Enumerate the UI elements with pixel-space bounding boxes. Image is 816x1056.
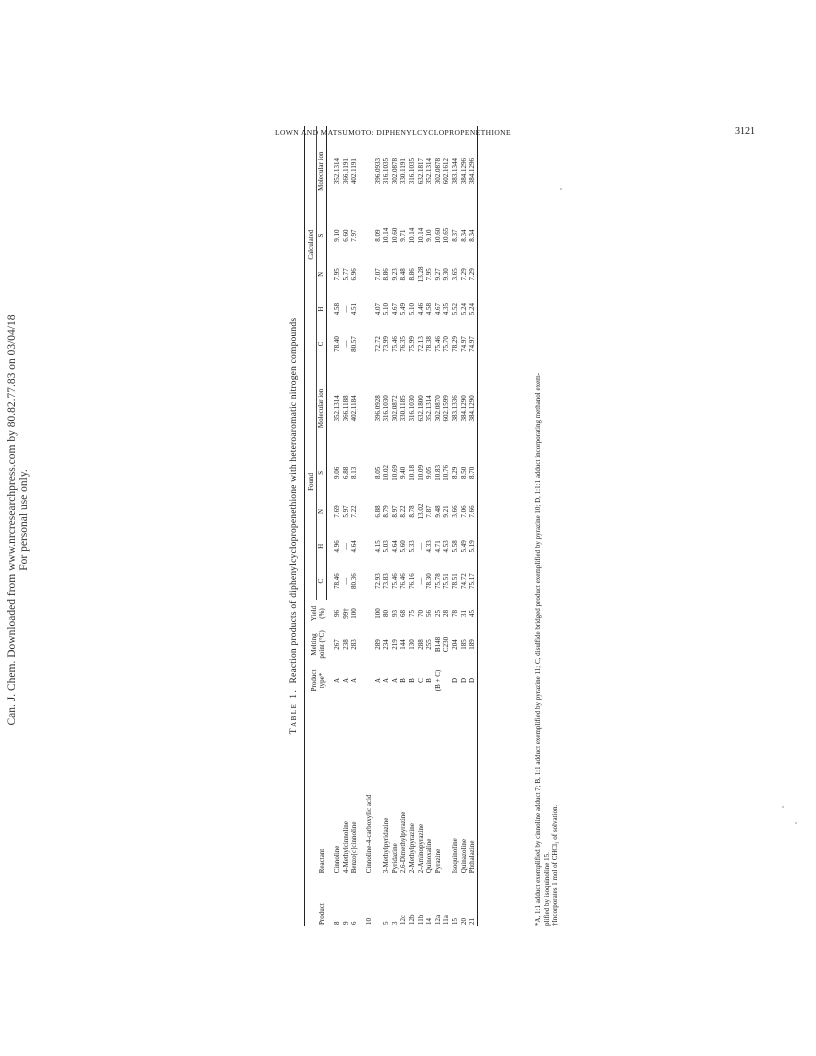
cell-product: 11b xyxy=(416,914,425,925)
cell-calc-h: 4.51 xyxy=(350,303,359,316)
cell-found-molecular-ion: 396.0928 xyxy=(373,395,382,422)
cell-found-molecular-ion: 302.0870 xyxy=(433,395,442,422)
cell-product: 14 xyxy=(425,918,434,925)
cell-calc-molecular-ion: 383.1344 xyxy=(450,158,459,185)
cell-calc-s: 8.09 xyxy=(373,229,382,242)
cell-found-molecular-ion: 302.0872 xyxy=(390,395,399,422)
cell-found-h: 4.64 xyxy=(350,540,359,553)
cell-melting-point: 267 xyxy=(333,639,342,650)
cell-melting-point: 219 xyxy=(390,639,399,650)
cell-found-n xyxy=(365,492,374,531)
cell-yield: 100 xyxy=(373,608,382,619)
cell-calc-c: 75.99 xyxy=(407,336,416,352)
cell-product xyxy=(374,874,383,926)
cell-calc-n: 7.95 xyxy=(333,268,342,281)
cell-product: 5 xyxy=(382,921,391,925)
cell-found-c: — xyxy=(416,577,425,585)
cell-found-molecular-ion xyxy=(365,363,374,453)
cell-found-s: 10.83 xyxy=(433,465,442,481)
cell-melting-point: 189 xyxy=(468,626,477,662)
cell-product: 20 xyxy=(459,918,468,925)
table-row xyxy=(342,126,351,926)
cell-calc-s: 8.37 xyxy=(450,229,459,242)
cell-calc-molecular-ion: 352.1314 xyxy=(333,158,342,185)
cell-found-h: 4.15 xyxy=(373,540,382,553)
cell-product: 11a xyxy=(442,915,451,925)
cell-product: 6 xyxy=(350,921,359,925)
col-header-calc-s: S xyxy=(316,216,327,255)
cell-found-s xyxy=(365,454,374,493)
cell-found-n: 8.78 xyxy=(407,505,416,518)
col-header-reactant: Reactant xyxy=(305,698,327,874)
watermark-line-1: Can. J. Chem. Downloaded from www.nrcresearchpress.com by 80.82.77.83 on 03/04/18 xyxy=(6,314,18,726)
cell-found-n: 9.21 xyxy=(442,505,451,518)
cell-found-c: 73.83 xyxy=(382,573,391,590)
cell-found-s: 8.50 xyxy=(459,466,468,479)
cell-found-c: 78.46 xyxy=(333,573,342,590)
cell-found-molecular-ion: 632.1800 xyxy=(416,395,425,422)
cell-found-n: 8.79 xyxy=(382,505,391,518)
cell-yield: 96 xyxy=(333,609,342,617)
cell-product: 10 xyxy=(364,918,373,925)
cell-calc-h: 5.24 xyxy=(468,294,477,325)
cell-product-type: A xyxy=(333,677,342,684)
cell-calc-c: 72.72 xyxy=(373,336,382,352)
footnote-2: plified by isoquinoline 15. xyxy=(542,852,551,926)
col-header-found-s: S xyxy=(316,454,327,493)
cell-found-c: 75.17 xyxy=(468,562,477,601)
table-row xyxy=(382,126,391,926)
cell-product: 9 xyxy=(341,921,350,925)
cell-calc-h: 4.67 xyxy=(390,303,399,316)
cell-calc-s: 10.14 xyxy=(416,227,425,244)
col-group-found: Found xyxy=(305,363,317,600)
cell-yield: 31 xyxy=(459,609,468,617)
cell-calc-s: 8.34 xyxy=(459,229,468,242)
cell-calc-c: 78.38 xyxy=(425,336,434,352)
cell-calc-molecular-ion: 384.1296 xyxy=(459,158,468,185)
cell-found-c: 74.72 xyxy=(459,573,468,590)
cell-yield: 45 xyxy=(468,600,477,626)
cell-calc-s: 10.14 xyxy=(407,227,416,244)
cell-found-s: 10.69 xyxy=(390,465,399,481)
table-row xyxy=(333,126,342,926)
table-row xyxy=(417,126,426,926)
cell-calc-molecular-ion: 316.1035 xyxy=(407,158,416,185)
cell-calc-c: 76.35 xyxy=(399,336,408,352)
cell-found-molecular-ion: 316.1030 xyxy=(407,395,416,422)
cell-yield: 70 xyxy=(416,609,425,617)
cell-product: 21 xyxy=(468,874,477,926)
scan-speck xyxy=(795,822,797,824)
cell-calc-n: 13.28 xyxy=(416,266,425,283)
cell-calc-h: 4.58 xyxy=(333,303,342,316)
cell-found-s: 8.13 xyxy=(350,466,359,479)
cell-reactant: Cinnoline xyxy=(333,845,342,874)
cell-yield: 68 xyxy=(399,609,408,617)
col-header-product-type: Product type* xyxy=(305,662,327,698)
cell-calc-n: 6.96 xyxy=(350,268,359,281)
cell-yield xyxy=(365,600,374,626)
cell-calc-s: 10.60 xyxy=(433,227,442,244)
table-row xyxy=(442,126,451,926)
cell-product: 8 xyxy=(333,921,342,925)
cell-product: 15 xyxy=(450,918,459,925)
table-row xyxy=(468,126,477,926)
cell-calc-molecular-ion: 402.1191 xyxy=(350,158,359,185)
table-row xyxy=(408,126,417,926)
cell-yield: 25 xyxy=(433,609,442,617)
col-header-found-n: N xyxy=(316,492,327,531)
table-row xyxy=(425,126,434,926)
cell-melting-point xyxy=(365,626,374,662)
cell-calc-s xyxy=(365,216,374,255)
cell-found-molecular-ion: 402.1184 xyxy=(350,395,359,422)
cell-product-type: C xyxy=(416,678,425,683)
cell-found-n: 6.88 xyxy=(373,505,382,518)
cell-found-s: 9.06 xyxy=(333,466,342,479)
cell-product: 12c xyxy=(399,914,408,925)
cell-found-molecular-ion: 352.1314 xyxy=(425,395,434,422)
cell-calc-h xyxy=(365,294,374,325)
cell-calc-c: 75.46 xyxy=(433,336,442,352)
cell-found-s: 8.05 xyxy=(373,466,382,479)
cell-found-s: 10.02 xyxy=(382,465,391,481)
cell-found-molecular-ion: 383.1336 xyxy=(450,395,459,422)
col-header-product: Product xyxy=(305,874,327,926)
cell-found-molecular-ion: 366.1188 xyxy=(341,395,350,422)
cell-found-h: 4.96 xyxy=(333,540,342,553)
table-body xyxy=(327,126,478,926)
cell-found-s: 9.05 xyxy=(425,466,434,479)
table-row xyxy=(391,126,400,926)
data-table xyxy=(304,126,478,926)
cell-calc-n: 5.77 xyxy=(341,268,350,281)
cell-yield: 93 xyxy=(390,609,399,617)
cell-melting-point: C230 xyxy=(442,636,451,653)
cell-calc-n: 7.29 xyxy=(468,255,477,294)
cell-found-h: 4.64 xyxy=(390,540,399,553)
cell-found-c: — xyxy=(341,577,350,585)
cell-found-molecular-ion: 384.1290 xyxy=(468,363,477,453)
cell-calc-c: 72.13 xyxy=(416,336,425,352)
cell-calc-c: 80.57 xyxy=(350,336,359,352)
cell-found-s: 6.88 xyxy=(341,466,350,479)
col-group-calculated: Calculated xyxy=(305,126,317,363)
cell-calc-h: 5.10 xyxy=(407,303,416,316)
cell-reactant: Pyrazine xyxy=(433,848,442,874)
table-row xyxy=(365,126,374,926)
cell-product-type: D xyxy=(468,662,477,698)
cell-melting-point: 234 xyxy=(382,639,391,650)
footnote-3: †Incorporates 1 mol of CHCl₃ of solvation. xyxy=(551,804,559,926)
cell-reactant: 2-Methylpyrazine xyxy=(407,823,416,874)
cell-calc-molecular-ion: 632.1817 xyxy=(416,158,425,185)
cell-found-h: — xyxy=(341,542,350,550)
col-header-calc-mi: Molecular ion xyxy=(316,126,327,216)
cell-found-molecular-ion: 352.1314 xyxy=(333,395,342,422)
cell-calc-c: 75.70 xyxy=(442,336,451,352)
cell-calc-s: 9.71 xyxy=(399,229,408,242)
cell-calc-n: 8.48 xyxy=(399,268,408,281)
cell-calc-n: 9.30 xyxy=(442,268,451,281)
col-header-found-c: C xyxy=(316,562,327,601)
cell-found-n: 7.66 xyxy=(468,492,477,531)
cell-found-n: 7.87 xyxy=(425,505,434,518)
table-row xyxy=(350,126,359,926)
cell-found-h: 4.53 xyxy=(442,540,451,553)
table-row xyxy=(434,126,443,926)
cell-found-h: 4.71 xyxy=(433,540,442,553)
cell-found-n: 9.48 xyxy=(433,505,442,518)
cell-found-h: 5.33 xyxy=(407,540,416,553)
cell-melting-point: 238 xyxy=(341,639,350,650)
cell-found-c: 75.46 xyxy=(390,573,399,590)
cell-found-s: 10.18 xyxy=(407,465,416,481)
cell-melting-point: 204 xyxy=(450,639,459,650)
cell-melting-point: 283 xyxy=(350,639,359,650)
cell-found-n: 13.02 xyxy=(416,503,425,520)
cell-product-type: B xyxy=(407,678,416,683)
cell-yield: 28 xyxy=(442,609,451,617)
cell-product: 3 xyxy=(390,921,399,925)
col-header-calc-h: H xyxy=(316,294,327,325)
cell-melting-point: 288 xyxy=(416,639,425,650)
cell-calc-molecular-ion: 366.1191 xyxy=(341,158,350,185)
scan-speck xyxy=(560,188,562,190)
cell-calc-s: 7.97 xyxy=(350,229,359,242)
col-header-calc-n: N xyxy=(316,255,327,294)
cell-found-c: 75.78 xyxy=(433,573,442,590)
cell-product: 12b xyxy=(407,914,416,925)
table-label: Table 1. xyxy=(289,688,299,735)
cell-calc-h: 5.52 xyxy=(450,303,459,316)
cell-calc-molecular-ion: 602.1612 xyxy=(442,158,451,185)
cell-calc-s: 10.14 xyxy=(382,227,391,244)
rotated-table-block xyxy=(290,126,580,926)
cell-yield: 99† xyxy=(341,608,350,619)
cell-reactant xyxy=(442,698,451,874)
cell-product-type xyxy=(365,662,374,698)
cell-found-n: 7.06 xyxy=(459,505,468,518)
cell-product-type: D xyxy=(459,677,468,684)
cell-calc-s: 6.60 xyxy=(341,229,350,242)
cell-found-c: 78.30 xyxy=(425,573,434,590)
col-header-found-h: H xyxy=(316,531,327,562)
cell-calc-h: 4.35 xyxy=(442,303,451,316)
cell-product-type: (B + C) xyxy=(433,669,442,692)
cell-product-type: A xyxy=(373,677,382,684)
cell-melting-point: 289 xyxy=(373,639,382,650)
cell-product-type: A xyxy=(390,677,399,684)
cell-found-s: 9.40 xyxy=(399,466,408,479)
cell-yield: 56 xyxy=(425,609,434,617)
table-row xyxy=(374,126,383,926)
cell-calc-n: 9.27 xyxy=(433,268,442,281)
cell-calc-h: 5.24 xyxy=(459,303,468,316)
table-footnotes xyxy=(534,126,560,926)
cell-found-s: 10.09 xyxy=(416,465,425,481)
cell-found-molecular-ion: 330.1185 xyxy=(399,395,408,422)
cell-calc-c: 78.40 xyxy=(333,336,342,352)
cell-calc-n xyxy=(365,255,374,294)
table-row xyxy=(451,126,460,926)
cell-found-h: 5.60 xyxy=(399,540,408,553)
cell-found-molecular-ion: 602.1599 xyxy=(442,395,451,422)
table-row xyxy=(399,126,408,926)
cell-calc-molecular-ion: 316.1035 xyxy=(382,158,391,185)
cell-found-s: 8.29 xyxy=(450,466,459,479)
cell-found-molecular-ion: 316.1030 xyxy=(382,395,391,422)
cell-found-h xyxy=(365,531,374,562)
cell-found-c: 76.46 xyxy=(399,573,408,590)
cell-product-type: A xyxy=(341,677,350,684)
cell-reactant: 4-Methylcinnoline xyxy=(341,821,350,874)
cell-calc-c: 78.29 xyxy=(450,336,459,352)
cell-calc-s: 9.10 xyxy=(425,229,434,242)
footnote-1: *A, 1:1 adduct exemplified by cinnoline adduct 7; B, 1:1 adduct exemplified by pyrazine 11; C, disulfide bridged product exemplified by pyrazine 10; D, 1:1:1 adduct incorporating methanol exem- xyxy=(534,373,542,926)
cell-product-type: D xyxy=(450,677,459,684)
cell-yield: 75 xyxy=(407,609,416,617)
cell-found-n: 8.22 xyxy=(399,505,408,518)
cell-calc-c: 75.46 xyxy=(390,336,399,352)
cell-calc-molecular-ion: 396.0933 xyxy=(373,158,382,185)
cell-calc-n: 8.86 xyxy=(407,268,416,281)
cell-calc-n: 7.95 xyxy=(425,268,434,281)
cell-calc-molecular-ion xyxy=(365,126,374,216)
cell-calc-h: — xyxy=(341,305,350,313)
watermark-line-2: For personal use only. xyxy=(18,469,30,571)
cell-reactant xyxy=(374,698,383,874)
cell-found-h: 5.58 xyxy=(450,540,459,553)
col-header-melting-point: Melting point (°C) xyxy=(305,626,327,662)
scan-speck xyxy=(782,806,784,808)
table-caption: Reaction products of diphenylcyclopropenethione with heteroaromatic nitrogen compounds xyxy=(289,317,299,684)
cell-calc-h: 5.10 xyxy=(382,303,391,316)
cell-calc-c xyxy=(365,325,374,364)
cell-product-type: A xyxy=(382,677,391,684)
cell-calc-s: 8.34 xyxy=(468,216,477,255)
cell-found-s: 8.70 xyxy=(468,454,477,493)
cell-calc-c: 73.99 xyxy=(382,336,391,352)
cell-found-h: — xyxy=(416,542,425,550)
cell-product-type: B xyxy=(425,678,434,683)
cell-calc-s: 9.10 xyxy=(333,229,342,242)
page-number: 3121 xyxy=(735,126,755,137)
cell-calc-molecular-ion: 302.0878 xyxy=(433,158,442,185)
cell-reactant: 2,6-Dimethylpyrazine xyxy=(399,811,408,874)
cell-reactant: Benzo[c]cinnoline xyxy=(350,821,359,874)
cell-product: 12a xyxy=(433,914,442,925)
cell-found-c: 75.51 xyxy=(442,573,451,590)
cell-calc-h: 4.67 xyxy=(433,303,442,316)
cell-calc-s: 10.60 xyxy=(390,227,399,244)
cell-product-type xyxy=(442,662,451,698)
cell-melting-point: 144 xyxy=(399,639,408,650)
cell-reactant: Pyridazine xyxy=(390,843,399,874)
table-row xyxy=(460,126,469,926)
cell-yield: 80 xyxy=(382,609,391,617)
cell-reactant: Phthalazine xyxy=(468,698,477,874)
cell-found-n: 3.66 xyxy=(450,505,459,518)
cell-yield: 100 xyxy=(350,608,359,619)
cell-melting-point: 130 xyxy=(407,639,416,650)
cell-reactant: Cinnoline-4-carboxylic acid xyxy=(364,794,373,874)
cell-melting-point: 255 xyxy=(425,639,434,650)
cell-found-c: 80.36 xyxy=(350,573,359,590)
cell-yield: 78 xyxy=(450,609,459,617)
cell-calc-molecular-ion: 330.1191 xyxy=(399,158,408,185)
table-title xyxy=(290,126,299,926)
cell-reactant: Quinoxaline xyxy=(425,838,434,874)
cell-calc-s: 10.65 xyxy=(442,227,451,244)
cell-reactant: 3-Methylpyridazine xyxy=(382,817,391,874)
cell-calc-h: 4.58 xyxy=(425,303,434,316)
col-header-calc-c: C xyxy=(316,325,327,364)
cell-found-h: 4.33 xyxy=(425,540,434,553)
cell-found-h: 5.49 xyxy=(459,540,468,553)
cell-found-c: 72.93 xyxy=(373,573,382,590)
cell-calc-h: 4.07 xyxy=(373,303,382,316)
cell-melting-point: B148 xyxy=(433,636,442,653)
cell-calc-n: 8.86 xyxy=(382,268,391,281)
cell-found-s: 10.76 xyxy=(442,465,451,481)
cell-found-n: 8.97 xyxy=(390,505,399,518)
cell-calc-h: 5.49 xyxy=(399,303,408,316)
cell-reactant: Quinazoline xyxy=(459,839,468,874)
running-head: LOWN AND MATSUMOTO: DIPHENYLCYCLOPROPENETHIONE xyxy=(275,128,511,137)
col-header-yield: Yield (%) xyxy=(305,600,327,626)
header-row-groups xyxy=(305,126,317,926)
cell-calc-c: — xyxy=(341,340,350,348)
cell-calc-n: 3.65 xyxy=(450,268,459,281)
cell-found-c xyxy=(365,562,374,601)
cell-product-type: A xyxy=(350,677,359,684)
cell-reactant: Isoquinoline xyxy=(450,838,459,874)
cell-calc-c: 74.97 xyxy=(468,325,477,364)
cell-found-molecular-ion: 384.1290 xyxy=(459,395,468,422)
cell-found-n: 7.22 xyxy=(350,505,359,518)
cell-found-c: 76.16 xyxy=(407,573,416,590)
cell-calc-n: 9.23 xyxy=(390,268,399,281)
cell-calc-c: 74.97 xyxy=(459,336,468,352)
cell-calc-molecular-ion: 384.1296 xyxy=(468,126,477,216)
cell-calc-n: 7.29 xyxy=(459,268,468,281)
cell-found-h: 5.03 xyxy=(382,540,391,553)
cell-calc-molecular-ion: 352.1314 xyxy=(425,158,434,185)
cell-found-c: 78.51 xyxy=(450,573,459,590)
col-header-found-mi: Molecular ion xyxy=(316,363,327,453)
cell-calc-n: 7.07 xyxy=(373,268,382,281)
cell-product-type: B xyxy=(399,678,408,683)
cell-found-n: 5.97 xyxy=(341,505,350,518)
cell-reactant: 2-Aminopyrazine xyxy=(416,823,425,874)
cell-melting-point: 185 xyxy=(459,639,468,650)
cell-found-n: 7.69 xyxy=(333,505,342,518)
cell-calc-molecular-ion: 302.0878 xyxy=(390,158,399,185)
cell-found-h: 5.19 xyxy=(468,531,477,562)
cell-calc-h: 4.46 xyxy=(416,303,425,316)
